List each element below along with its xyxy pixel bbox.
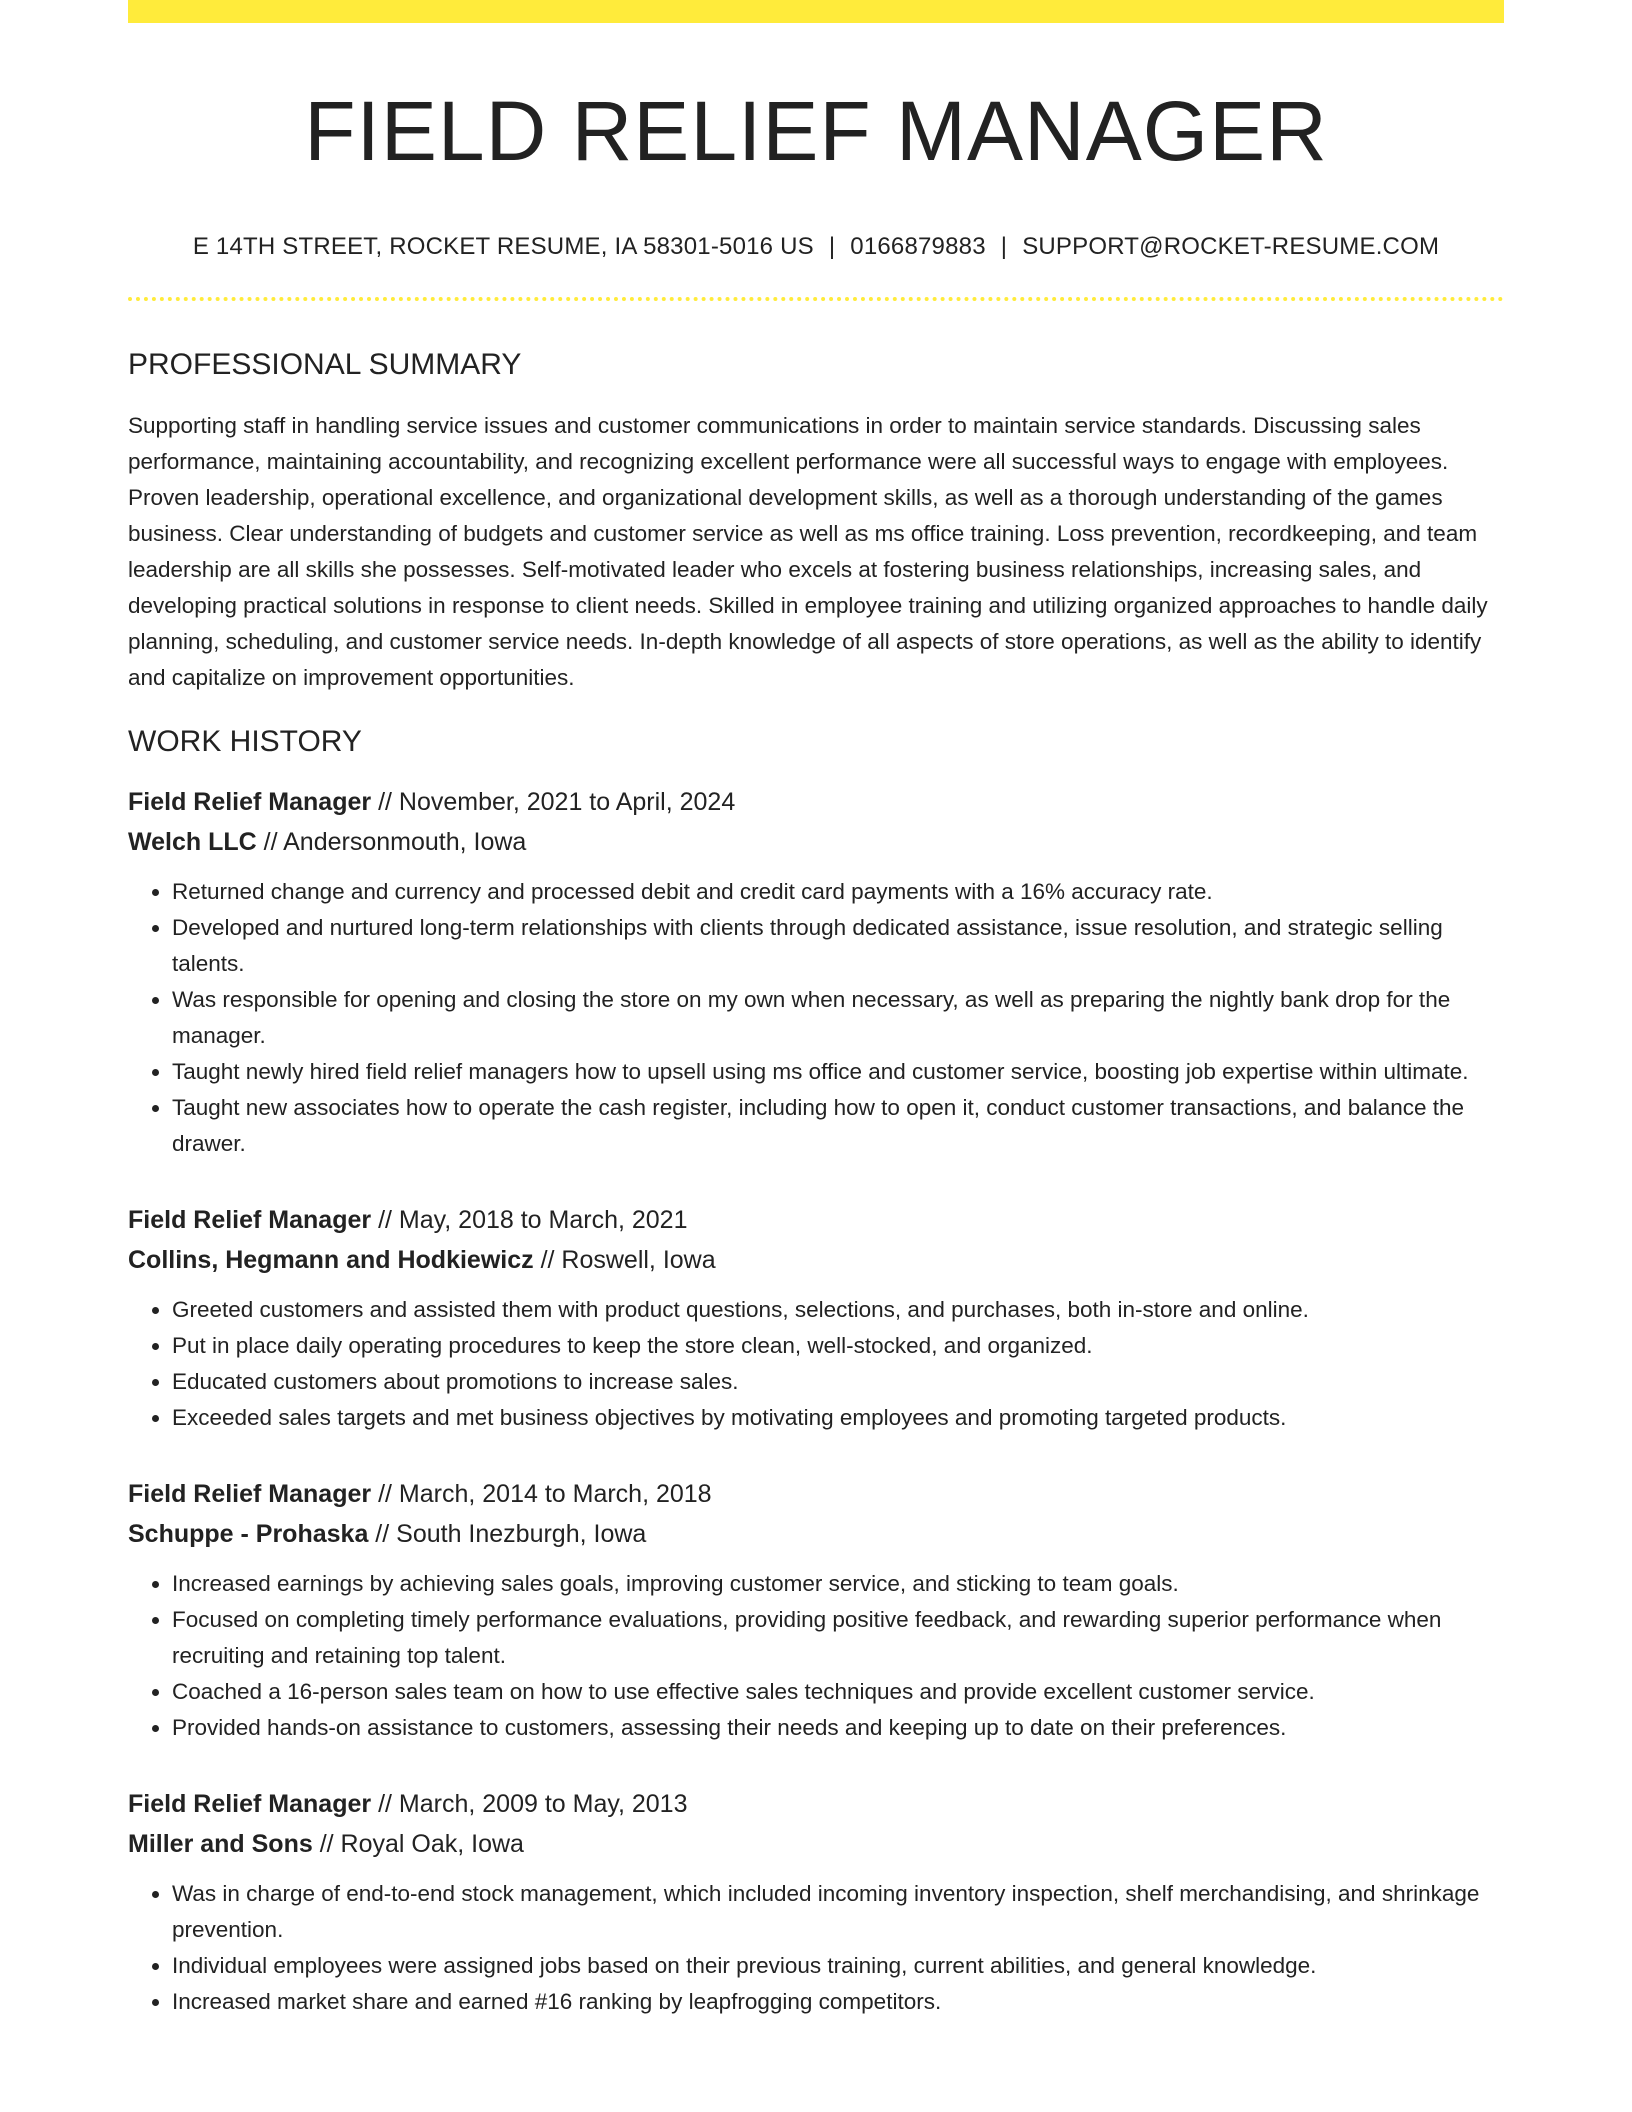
bullet-item: • Was responsible for opening and closing the store on my own when necessary, as well as preparing the nightly bank drop for the manager. <box>172 982 1504 1054</box>
job-company-line <box>128 822 1504 862</box>
job-location: // Roswell, Iowa <box>533 1246 716 1275</box>
contact-separator: | <box>1000 233 1008 261</box>
job-title-line <box>128 1784 1504 1824</box>
contact-phone: 0166879883 <box>850 233 986 261</box>
job-bullets <box>128 1566 1504 1746</box>
job-dates: // March, 2014 to March, 2018 <box>371 1480 712 1509</box>
job-company-line <box>128 1824 1504 1864</box>
bullet-item: • Put in place daily operating procedures to keep the store clean, well-stocked, and organized. <box>172 1328 1504 1364</box>
bullet-item: • Was in charge of end-to-end stock management, which included incoming inventory inspection, shelf merchandising, and shrinkage prevention. <box>172 1876 1504 1948</box>
summary-heading: PROFESSIONAL SUMMARY <box>128 348 522 382</box>
job-entry <box>128 1474 1504 1746</box>
bullet-item: • Developed and nurtured long-term relationships with clients through dedicated assistance, issue resolution, and strategic selling talents. <box>172 910 1504 982</box>
contact-line <box>128 233 1504 262</box>
job-company: Collins, Hegmann and Hodkiewicz <box>128 1246 534 1275</box>
job-dates: // May, 2018 to March, 2021 <box>371 1206 688 1235</box>
job-entry <box>128 1784 1504 2020</box>
job-location: // South Inezburgh, Iowa <box>368 1520 647 1549</box>
job-role: Field Relief Manager <box>128 1790 372 1819</box>
job-company-line <box>128 1514 1504 1554</box>
job-company-line <box>128 1240 1504 1280</box>
job-role: Field Relief Manager <box>128 1206 372 1235</box>
job-title-line <box>128 1200 1504 1240</box>
bullet-item: • Taught newly hired field relief managers how to upsell using ms office and customer service, boosting job expertise within ultimate. <box>172 1054 1504 1090</box>
bullet-item: • Focused on completing timely performance evaluations, providing positive feedback, and rewarding superior performance when recruiting and retaining top talent. <box>172 1602 1504 1674</box>
job-title-line <box>128 1474 1504 1514</box>
bullet-item: • Educated customers about promotions to increase sales. <box>172 1364 1504 1400</box>
job-dates: // November, 2021 to April, 2024 <box>371 788 736 817</box>
bullet-item: • Coached a 16-person sales team on how to use effective sales techniques and provide excellent customer service. <box>172 1674 1504 1710</box>
job-bullets <box>128 1292 1504 1436</box>
job-dates: // March, 2009 to May, 2013 <box>371 1790 688 1819</box>
bullet-item: • Individual employees were assigned jobs based on their previous training, current abilities, and general knowledge. <box>172 1948 1504 1984</box>
bullet-item: • Increased earnings by achieving sales goals, improving customer service, and sticking to team goals. <box>172 1566 1504 1602</box>
bullet-item: • Taught new associates how to operate the cash register, including how to open it, conduct customer transactions, and balance the drawer. <box>172 1090 1504 1162</box>
dotted-divider <box>128 297 1504 301</box>
job-location: // Andersonmouth, Iowa <box>256 828 527 857</box>
bullet-item: • Increased market share and earned #16 ranking by leapfrogging competitors. <box>172 1984 1504 2020</box>
job-bullets <box>128 874 1504 1162</box>
job-title-line <box>128 782 1504 822</box>
resume-name: FIELD RELIEF MANAGER <box>304 84 1328 178</box>
contact-address: E 14TH STREET, ROCKET RESUME, IA 58301-5016 US <box>192 233 814 261</box>
job-company: Miller and Sons <box>128 1830 313 1859</box>
job-company: Welch LLC <box>128 828 257 857</box>
resume-page <box>128 0 1504 2020</box>
summary-text: Supporting staff in handling service issues and customer communications in order to maintain service standards. Discussing sales performance, maintaining accountability, and recognizing excellent performance were all successful ways to engage with employees. Proven leadership, operational excellence, and organizational development skills, as well as a thorough understanding of the games business. Clear understanding of budgets and customer service as well as ms office training. Loss prevention, recordkeeping, and team leadership are all skills she possesses. Self-motivated leader who excels at fostering business relationships, increasing sales, and developing practical solutions in response to client needs. Skilled in employee training and utilizing organized approaches to handle daily planning, scheduling, and customer service needs. In-depth knowledge of all aspects of store operations, as well as the ability to identify and capitalize on improvement opportunities. <box>128 413 1488 691</box>
contact-separator: | <box>828 233 836 261</box>
accent-bar <box>128 0 1504 23</box>
work-history-list <box>128 782 1504 2020</box>
job-bullets <box>128 1876 1504 2020</box>
contact-email: SUPPORT@ROCKET-RESUME.COM <box>1022 233 1440 261</box>
work-history-heading: WORK HISTORY <box>128 725 362 759</box>
bullet-item: • Greeted customers and assisted them with product questions, selections, and purchases, both in-store and online. <box>172 1292 1504 1328</box>
bullet-item: • Provided hands-on assistance to customers, assessing their needs and keeping up to date on their preferences. <box>172 1710 1504 1746</box>
job-role: Field Relief Manager <box>128 788 372 817</box>
bullet-item: • Exceeded sales targets and met business objectives by motivating employees and promoting targeted products. <box>172 1400 1504 1436</box>
job-company: Schuppe - Prohaska <box>128 1520 369 1549</box>
job-location: // Royal Oak, Iowa <box>312 1830 524 1859</box>
bullet-item: • Returned change and currency and processed debit and credit card payments with a 16% accuracy rate. <box>172 874 1504 910</box>
job-role: Field Relief Manager <box>128 1480 372 1509</box>
job-entry <box>128 1200 1504 1436</box>
job-entry <box>128 782 1504 1162</box>
